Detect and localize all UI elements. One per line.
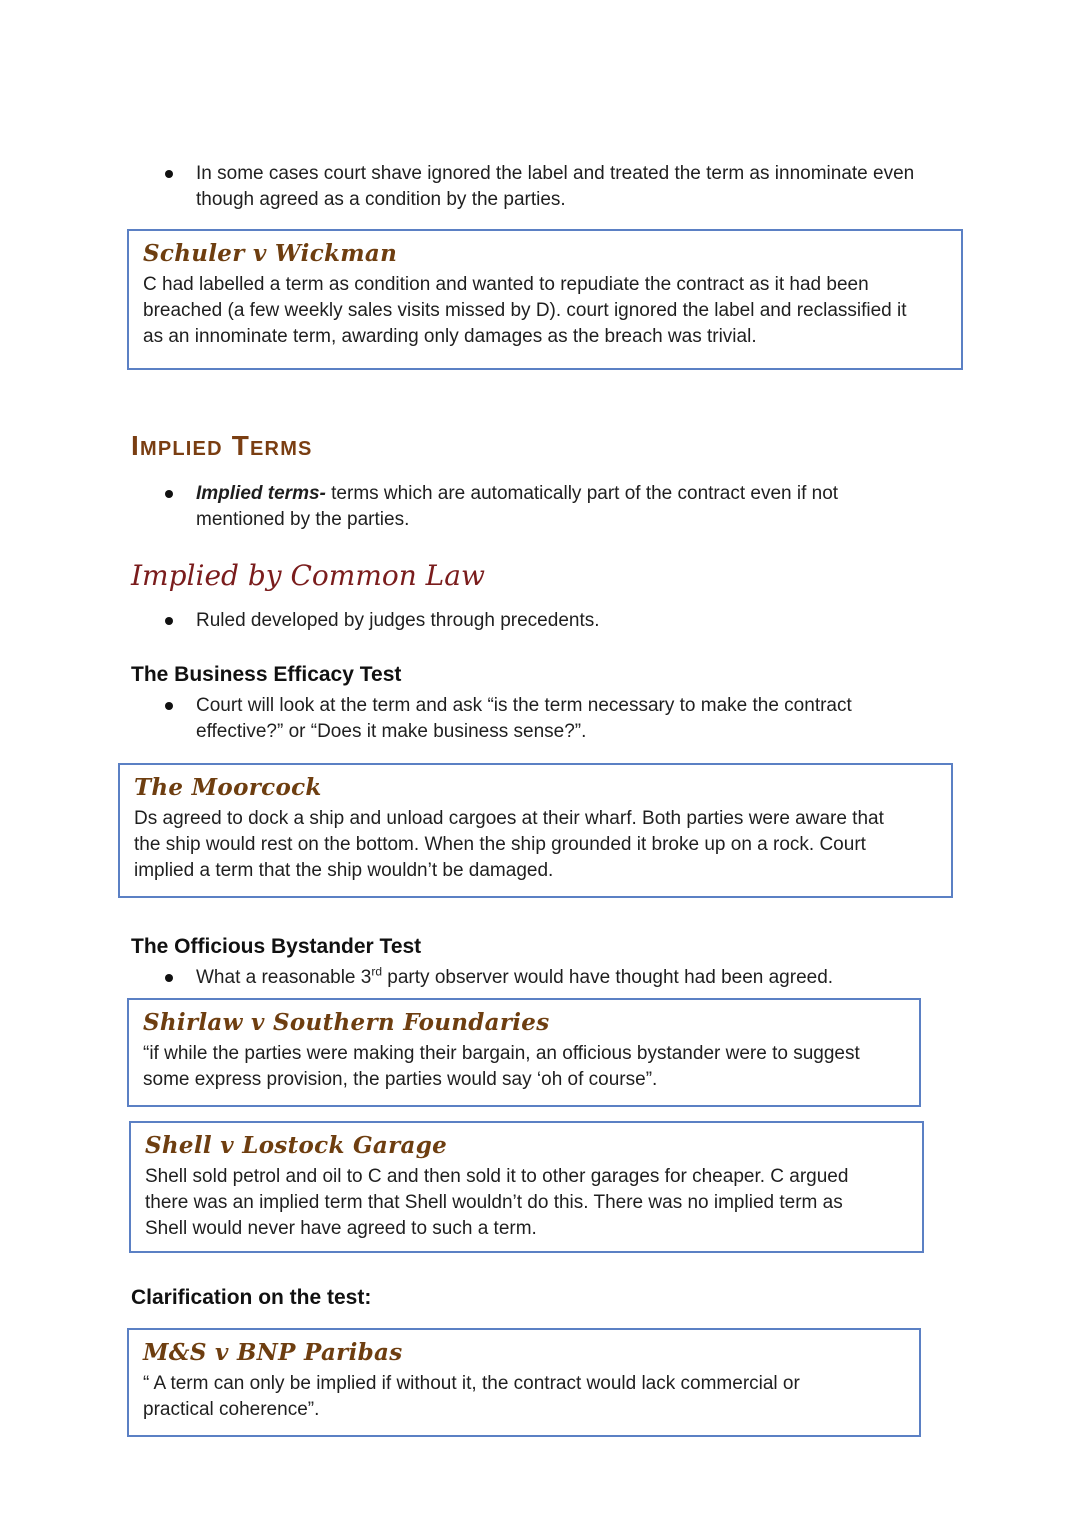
case-line: Shell sold petrol and oil to C and then sold it to other garages for cheaper. C argued xyxy=(145,1166,849,1187)
bullet-text-line2: effective?” or “Does it make business sense?”. xyxy=(196,721,587,742)
case-body xyxy=(143,1371,800,1423)
bullet-dot xyxy=(165,490,173,498)
case-line: some express provision, the parties would say ‘oh of course”. xyxy=(143,1069,658,1090)
term-definition: terms which are automatically part of the contract even if not xyxy=(325,483,839,504)
bullet-dot xyxy=(165,702,173,710)
case-title: Schuler v Wickman xyxy=(143,240,398,267)
bullet-text-line2: mentioned by the parties. xyxy=(196,509,410,530)
bullet-text-line2: though agreed as a condition by the parties. xyxy=(196,189,566,210)
bullet-dot xyxy=(165,974,173,982)
section-heading-implied-terms: Implied Terms xyxy=(131,430,313,461)
bullet-dot xyxy=(165,617,173,625)
section-heading-common-law: Implied by Common Law xyxy=(131,559,485,592)
bullet-text-line1 xyxy=(196,481,838,507)
case-body xyxy=(143,1041,860,1093)
case-line: practical coherence”. xyxy=(143,1399,320,1420)
case-body xyxy=(134,806,884,884)
case-line: implied a term that the ship wouldn’t be damaged. xyxy=(134,860,554,881)
case-line: “if while the parties were making their bargain, an officious bystander were to suggest xyxy=(143,1043,860,1064)
subheading-officious-bystander: The Officious Bystander Test xyxy=(131,935,422,958)
bullet-text-post: party observer would have thought had been agreed. xyxy=(382,967,834,988)
bullet-dot xyxy=(165,170,173,178)
case-box-moorcock xyxy=(118,763,953,898)
case-line: C had labelled a term as condition and wanted to repudiate the contract as it had been xyxy=(143,274,869,295)
ordinal-suffix: rd xyxy=(371,964,383,979)
case-line: Ds agreed to dock a ship and unload cargoes at their wharf. Both parties were aware that xyxy=(134,808,884,829)
subheading-clarification: Clarification on the test: xyxy=(131,1286,372,1309)
case-body xyxy=(145,1164,848,1242)
case-line: Shell would never have agreed to such a term. xyxy=(145,1218,537,1239)
case-box-schuler xyxy=(127,229,963,370)
bullet-text-line1: In some cases court shave ignored the label and treated the term as innominate even xyxy=(196,163,915,184)
case-title: M&S v BNP Paribas xyxy=(143,1339,403,1366)
case-line: “ A term can only be implied if without it, the contract would lack commercial or xyxy=(143,1373,800,1394)
bullet-text-pre: What a reasonable 3 xyxy=(196,967,372,988)
subheading-business-efficacy: The Business Efficacy Test xyxy=(131,663,402,686)
case-line: the ship would rest on the bottom. When the ship grounded it broke up on a rock. Court xyxy=(134,834,866,855)
case-title: The Moorcock xyxy=(134,774,322,801)
bullet-text: Ruled developed by judges through precedents. xyxy=(196,610,600,631)
term-label: Implied terms- xyxy=(196,483,326,504)
case-box-ms-bnp xyxy=(127,1328,921,1437)
case-box-shell xyxy=(129,1121,924,1253)
bullet-text-line1: Court will look at the term and ask “is the term necessary to make the contract xyxy=(196,695,852,716)
case-line: there was an implied term that Shell wouldn’t do this. There was no implied term as xyxy=(145,1192,843,1213)
case-line: breached (a few weekly sales visits missed by D). court ignored the label and reclassified it xyxy=(143,300,907,321)
bullet-text xyxy=(196,965,833,991)
case-line: as an innominate term, awarding only damages as the breach was trivial. xyxy=(143,326,757,347)
case-body xyxy=(143,272,907,350)
case-box-shirlaw xyxy=(127,998,921,1107)
case-title: Shirlaw v Southern Foundaries xyxy=(143,1009,550,1036)
case-title: Shell v Lostock Garage xyxy=(145,1132,448,1159)
